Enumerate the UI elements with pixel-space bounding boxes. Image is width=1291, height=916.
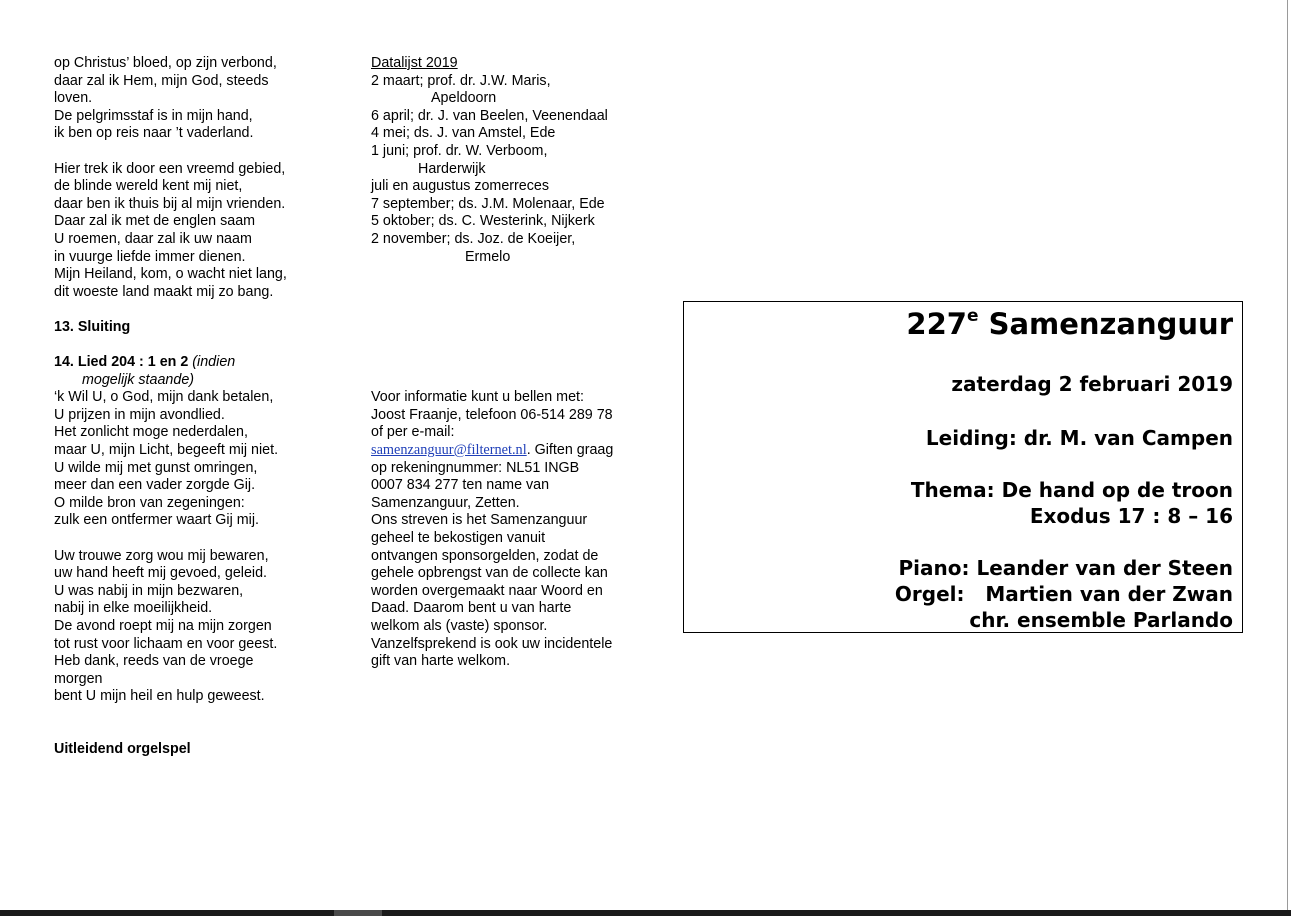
verse-line: De pelgrimsstaf is in mijn hand, <box>54 107 253 124</box>
verse-line: op Christus’ bloed, op zijn verbond, <box>54 55 277 71</box>
title-name: Samenzanguur <box>978 307 1233 341</box>
title-box <box>683 301 1243 633</box>
verse-a <box>54 55 324 143</box>
date-entry: 1 juni; prof. dr. W. Verboom, <box>371 142 548 159</box>
verse-line: De avond roept mij na mijn zorgen <box>54 618 272 634</box>
info-line: welkom als (vaste) sponsor. <box>371 618 548 634</box>
pianist: Piano: Leander van der Steen <box>898 556 1233 580</box>
item-13-heading: 13. Sluiting <box>54 318 131 335</box>
verse-line: in vuurge liefde immer dienen. <box>54 248 246 265</box>
spacer <box>371 319 651 337</box>
spacer <box>54 706 324 724</box>
date-entry: 5 oktober; ds. C. Westerink, Nijkerk <box>371 213 595 230</box>
datalist <box>371 73 651 267</box>
verse-line: loven. <box>54 90 93 107</box>
ensemble: chr. ensemble Parlando <box>969 608 1233 632</box>
verse-b <box>54 161 324 302</box>
date-entry: 2 november; ds. Joz. de Koeijer, <box>371 230 576 247</box>
info-line: worden overgemaakt naar Woord en <box>371 582 603 599</box>
email-link[interactable]: samenzanguur@filternet.nl <box>371 442 527 459</box>
title-number: 227 <box>906 307 967 341</box>
verse-line: Het zonlicht moge nederdalen, <box>54 424 248 441</box>
main-title <box>906 307 1233 341</box>
info-line: Samenzanguur, Zetten. <box>371 494 520 511</box>
date-entry: 2 maart; prof. dr. J.W. Maris, <box>371 72 551 89</box>
verse-line: daar ben ik thuis bij al mijn vrienden. <box>54 195 286 212</box>
verse-line: tot rust voor lichaam en voor geest. <box>54 635 278 652</box>
verse-line: Mijn Heiland, kom, o wacht niet lang, <box>54 266 287 283</box>
spacer <box>371 301 651 319</box>
info-line: gift van harte welkom. <box>371 653 511 670</box>
verse-line: zulk een ontfermer waart Gij mij. <box>54 512 259 529</box>
verse-line: Hier trek ik door een vreemd gebied, <box>54 160 286 177</box>
date-entry: 4 mei; ds. J. van Amstel, Ede <box>371 125 556 142</box>
info-line: gehele opbrengst van de collecte kan <box>371 565 608 582</box>
verse-line: maar U, mijn Licht, begeeft mij niet. <box>54 442 279 459</box>
verse-line: ‘k Wil U, o God, mijn dank betalen, <box>54 389 274 406</box>
info-column <box>371 55 651 671</box>
verse-line: nabij in elke moeilijkheid. <box>54 600 213 617</box>
verse-line: daar zal ik Hem, mijn God, steeds <box>54 72 269 89</box>
date-entry: 6 april; dr. J. van Beelen, Veenendaal <box>371 107 608 124</box>
page-edge <box>1287 0 1288 910</box>
hymn-column <box>54 55 324 759</box>
organist: Orgel: Martien van der Zwan <box>894 582 1233 606</box>
verse-line: U wilde mij met gunst omringen, <box>54 459 258 476</box>
email-after: . Giften graag <box>526 442 614 459</box>
item-14-note: (indien <box>192 354 236 371</box>
info-line: Vanzelfsprekend is ook uw incidentele <box>371 635 613 652</box>
info-line: 0007 834 277 ten name van <box>371 477 550 494</box>
item-14-title: 14. Lied 204 : 1 en 2 <box>54 354 189 371</box>
date-entry: 7 september; ds. J.M. Molenaar, Ede <box>371 195 605 212</box>
verse-line: de blinde wereld kent mij niet, <box>54 178 243 195</box>
title-suffix: e <box>966 306 979 327</box>
spacer <box>54 301 324 319</box>
info-line: Voor informatie kunt u bellen met: <box>371 389 584 406</box>
date-entry: Ermelo <box>465 248 511 265</box>
date-entry: juli en augustus zomerreces <box>371 178 550 195</box>
scrollbar-thumb[interactable] <box>334 910 382 916</box>
verse-line: ik ben op reis naar ’t vaderland. <box>54 125 254 142</box>
spacer <box>371 337 651 355</box>
info-block-b <box>371 460 651 671</box>
datalist-title: Datalijst 2019 <box>371 55 458 71</box>
info-block-a <box>371 389 651 442</box>
info-line: Joost Fraanje, telefoon 06-514 289 78 <box>371 406 613 423</box>
info-line: ontvangen sponsorgelden, zodat de <box>371 547 599 564</box>
spacer <box>371 266 651 284</box>
info-line: of per e-mail: <box>371 424 455 441</box>
info-line: Ons streven is het Samenzanguur <box>371 512 588 529</box>
horizontal-scrollbar[interactable] <box>0 910 1291 916</box>
email-line <box>371 442 651 460</box>
spacer <box>54 530 324 548</box>
date-entry: Apeldoorn <box>431 90 497 107</box>
verse-line: morgen <box>54 670 103 687</box>
item-14-note-cont: mogelijk staande) <box>82 371 195 388</box>
verse-line: U prijzen in mijn avondlied. <box>54 406 225 423</box>
spacer <box>371 284 651 302</box>
bible-reference: Exodus 17 : 8 – 16 <box>1029 504 1233 528</box>
verse-line: O milde bron van zegeningen: <box>54 494 245 511</box>
spacer <box>371 372 651 390</box>
verse-line: bent U mijn heil en hulp geweest. <box>54 688 265 705</box>
verse-line: meer dan een vader zorgde Gij. <box>54 477 256 494</box>
spacer <box>54 143 324 161</box>
verse-d <box>54 548 324 706</box>
verse-line: Heb dank, reeds van de vroege <box>54 653 254 670</box>
leader: Leiding: dr. M. van Campen <box>925 426 1233 450</box>
info-line: op rekeningnummer: NL51 INGB <box>371 459 580 476</box>
verse-c <box>54 389 324 530</box>
info-line: Daad. Daarom bent u van harte <box>371 600 572 617</box>
spacer <box>54 724 324 742</box>
verse-line: Uw trouwe zorg wou mij bewaren, <box>54 547 269 564</box>
spacer <box>371 354 651 372</box>
verse-line: dit woeste land maakt mij zo bang. <box>54 283 274 300</box>
event-date: zaterdag 2 februari 2019 <box>951 372 1233 396</box>
info-line: geheel te bekostigen vanuit <box>371 530 546 547</box>
spacer <box>54 337 324 355</box>
verse-line: U was nabij in mijn bezwaren, <box>54 582 244 599</box>
verse-line: Daar zal ik met de englen saam <box>54 213 256 230</box>
closing-organ: Uitleidend orgelspel <box>54 741 191 758</box>
verse-line: uw hand heeft mij gevoed, geleid. <box>54 565 268 582</box>
item-14-heading <box>54 354 324 372</box>
date-entry: Harderwijk <box>418 160 486 177</box>
theme: Thema: De hand op de troon <box>910 478 1233 502</box>
verse-line: U roemen, daar zal ik uw naam <box>54 230 252 247</box>
